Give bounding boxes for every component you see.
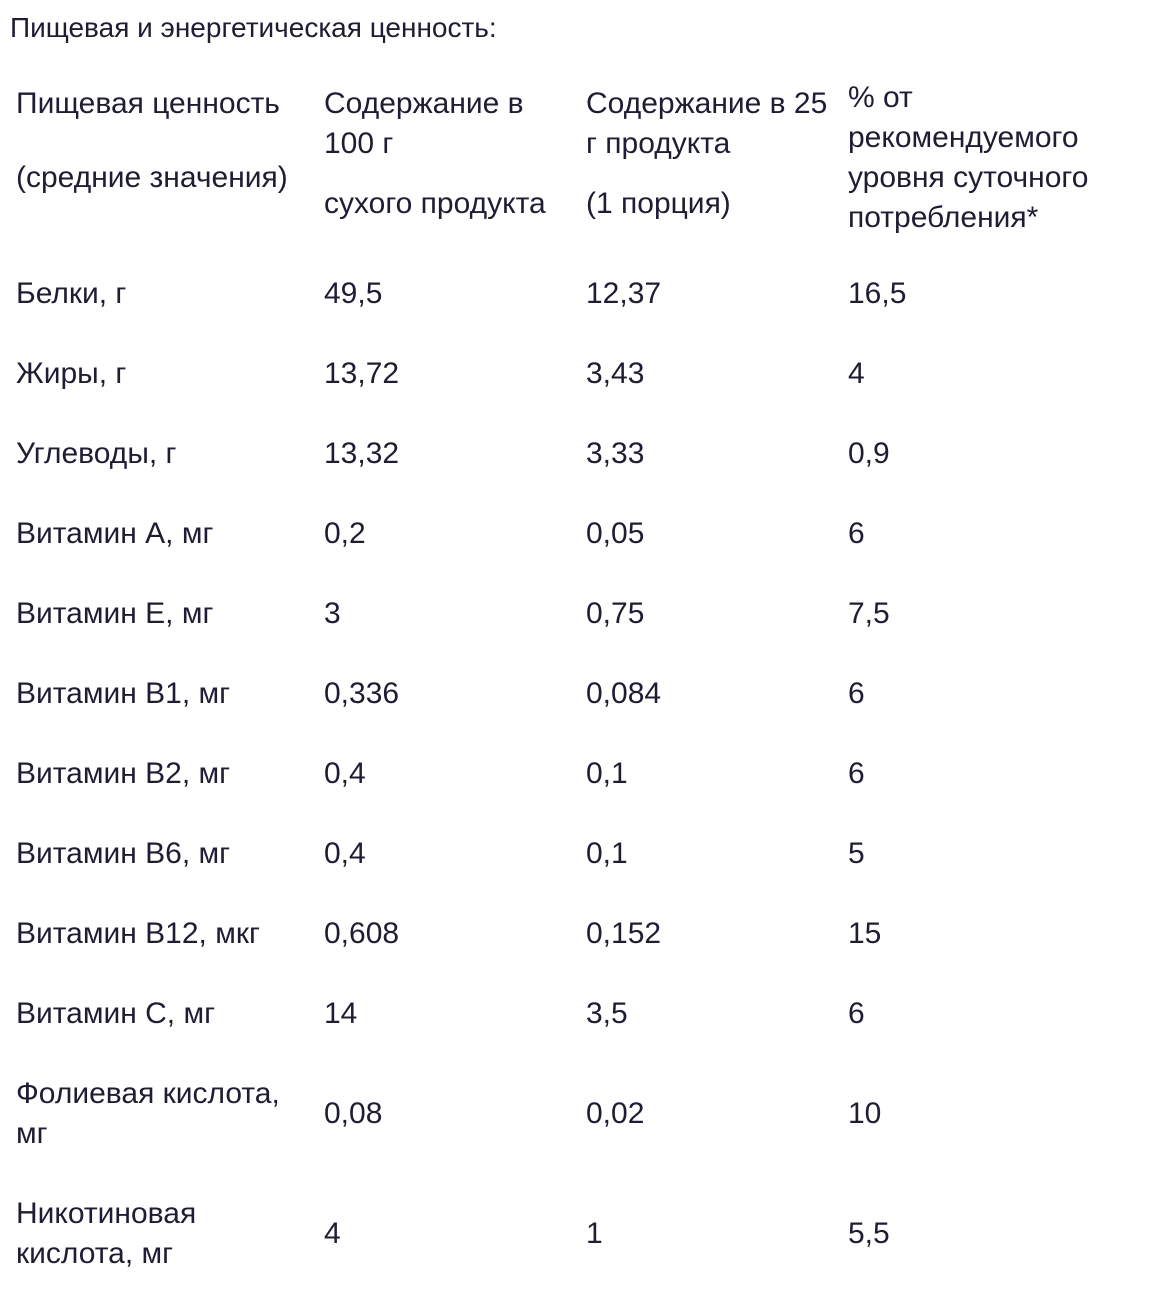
value-per-25g: 0,152 <box>586 917 662 950</box>
value-per-100g: 13,32 <box>324 437 400 470</box>
table-header-row <box>6 84 1136 254</box>
table-row <box>6 894 1136 974</box>
nutrient-name: Витамин В12, мкг <box>16 917 260 950</box>
value-per-100g: 14 <box>324 997 358 1030</box>
header-daily-percent <box>838 81 1136 254</box>
value-daily-percent: 6 <box>848 997 865 1030</box>
value-per-100g: 0,608 <box>324 917 400 950</box>
header-per-100g <box>314 84 576 254</box>
nutrient-name: Витамин С, мг <box>16 997 216 1030</box>
value-per-100g: 0,4 <box>324 757 366 790</box>
value-daily-percent: 6 <box>848 517 865 550</box>
value-per-25g: 12,37 <box>586 277 662 310</box>
header-per-25g-line2: (1 порция) <box>586 187 731 220</box>
value-per-100g: 0,08 <box>324 1097 383 1130</box>
value-daily-percent: 16,5 <box>848 277 907 310</box>
value-per-100g: 0,2 <box>324 517 366 550</box>
table-row <box>6 574 1136 654</box>
value-daily-percent: 0,9 <box>848 437 890 470</box>
table-row <box>6 974 1136 1054</box>
table-row <box>6 334 1136 414</box>
value-per-25g: 0,1 <box>586 837 628 870</box>
nutrient-name: Никотиновая кислота, мг <box>16 1197 197 1270</box>
nutrient-name: Углеводы, г <box>16 437 177 470</box>
table-row <box>6 414 1136 494</box>
header-per-100g-line2: сухого продукта <box>324 187 546 220</box>
value-per-100g: 49,5 <box>324 277 383 310</box>
value-per-25g: 3,5 <box>586 997 628 1030</box>
value-daily-percent: 4 <box>848 357 865 390</box>
nutrient-name: Фолиевая кислота, мг <box>16 1077 280 1150</box>
header-per-100g-line1: Содержание в 100 г <box>324 87 524 160</box>
table-row <box>6 254 1136 334</box>
header-per-25g <box>576 84 838 254</box>
table-row <box>6 1054 1136 1174</box>
value-daily-percent: 6 <box>848 757 865 790</box>
value-per-25g: 0,75 <box>586 597 645 630</box>
header-daily-percent-text: % от рекомендуемого уровня суточного потребления* <box>848 81 1089 234</box>
value-per-100g: 4 <box>324 1217 341 1250</box>
value-per-25g: 3,33 <box>586 437 645 470</box>
table-row <box>6 814 1136 894</box>
section-title: Пищевая и энергетическая ценность: <box>10 12 497 43</box>
value-daily-percent: 10 <box>848 1097 882 1130</box>
value-daily-percent: 15 <box>848 917 882 950</box>
nutrient-name: Витамин В6, мг <box>16 837 231 870</box>
value-per-25g: 0,05 <box>586 517 645 550</box>
value-per-25g: 0,1 <box>586 757 628 790</box>
header-nutrient-line1: Пищевая ценность <box>16 87 280 120</box>
value-per-100g: 13,72 <box>324 357 400 390</box>
nutrient-name: Витамин Е, мг <box>16 597 214 630</box>
header-nutrient-line2: (средние значения) <box>16 161 288 194</box>
value-per-100g: 0,4 <box>324 837 366 870</box>
value-daily-percent: 5,5 <box>848 1217 890 1250</box>
nutrient-name: Витамин А, мг <box>16 517 214 550</box>
value-daily-percent: 7,5 <box>848 597 890 630</box>
value-daily-percent: 6 <box>848 677 865 710</box>
nutrition-table <box>6 81 1136 1294</box>
header-nutrient <box>6 84 314 254</box>
value-per-100g: 3 <box>324 597 341 630</box>
table-row <box>6 1174 1136 1294</box>
nutrient-name: Жиры, г <box>16 357 127 390</box>
nutrient-name: Белки, г <box>16 277 127 310</box>
table-row <box>6 734 1136 814</box>
value-per-25g: 3,43 <box>586 357 645 390</box>
value-per-25g: 1 <box>586 1217 603 1250</box>
value-daily-percent: 5 <box>848 837 865 870</box>
value-per-100g: 0,336 <box>324 677 400 710</box>
table-row <box>6 494 1136 574</box>
header-per-25g-line1: Содержание в 25 г продукта <box>586 87 828 160</box>
table-row <box>6 654 1136 734</box>
value-per-25g: 0,02 <box>586 1097 645 1130</box>
value-per-25g: 0,084 <box>586 677 662 710</box>
nutrient-name: Витамин В1, мг <box>16 677 231 710</box>
nutrient-name: Витамин В2, мг <box>16 757 231 790</box>
